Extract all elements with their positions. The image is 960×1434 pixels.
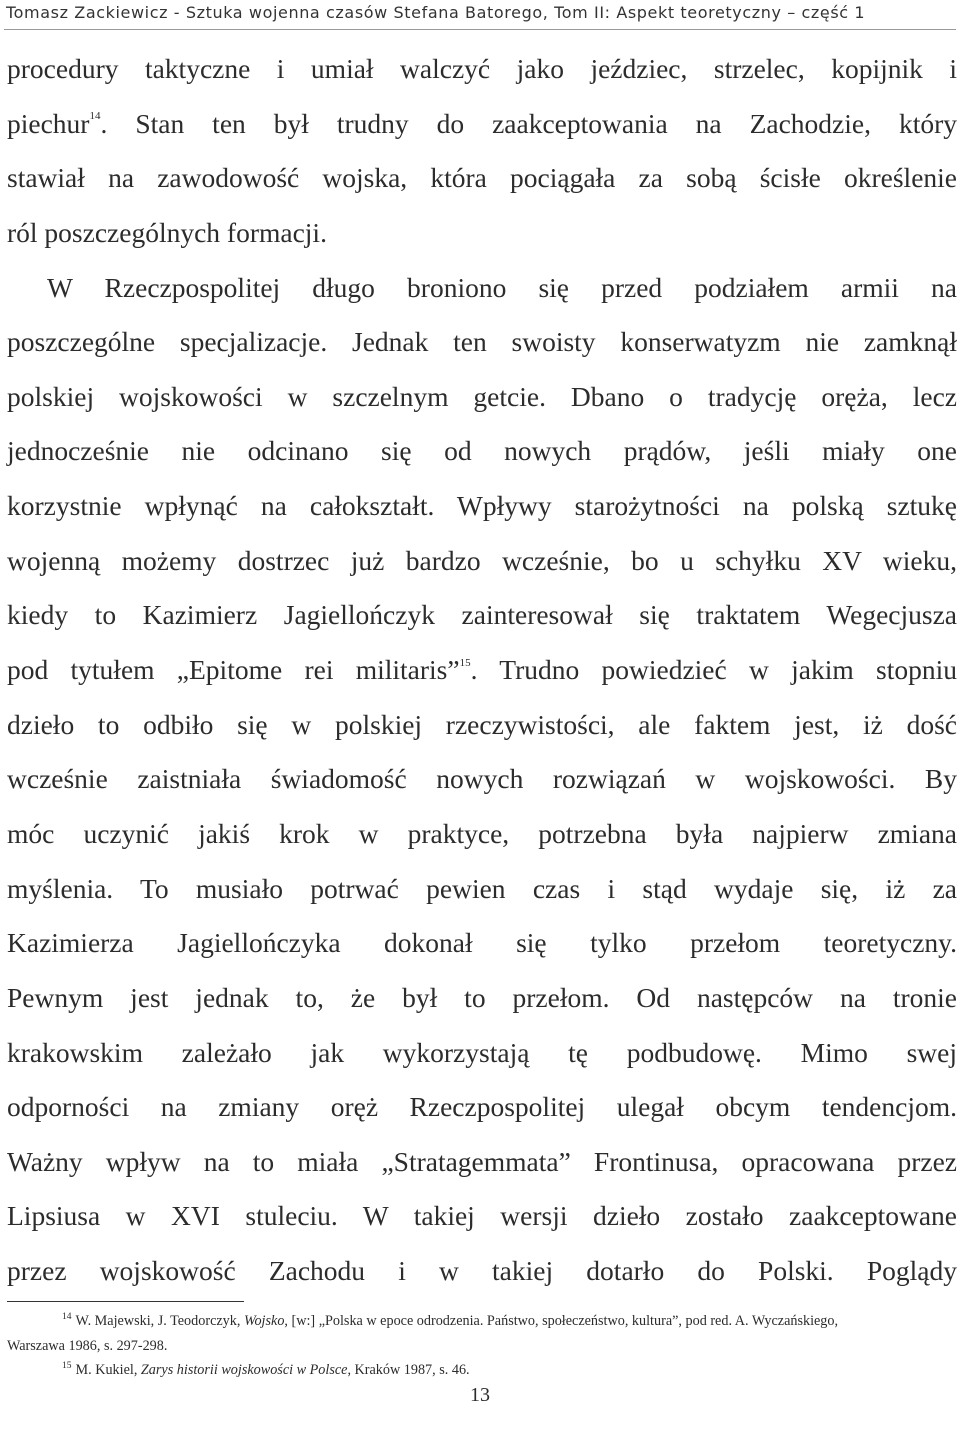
footnote-text: , [w:] „Polska w epoce odrodzenia. Państwo, społeczeństwo, kultura”, pod red. A. Wyczańskiego, [284,1313,839,1329]
body-line: stawiał na zawodowość wojska, która pociągała za sobą ścisłe określenie [7,162,957,194]
footnote-title: Wojsko [243,1313,285,1329]
body-line: krakowskim zależało jak wykorzystają tę podbudowę. Mimo swej [7,1036,957,1068]
body-line: W Rzeczpospolitej długo broniono się przed podziałem armii na [47,271,957,303]
body-line: móc uczynić jakiś krok w praktyce, potrzebna była najpierw zmiana [7,817,957,849]
body-line: Lipsiusa w XVI stuleciu. W takiej wersji dzieło zostało zaakceptowane [7,1200,957,1232]
body-line: odporności na zmiany oręż Rzeczpospolitej ulegał obcym tendencjom. [7,1091,957,1123]
footnote-14 [7,1309,957,1334]
body-line: Kazimierza Jagiellończyka dokonał się tylko przełom teoretyczny. [7,927,957,959]
body-line: wojenną możemy dostrzec już bardzo wcześnie, bo u schyłku XV wieku, [7,544,957,576]
footnote-rule [7,1301,244,1302]
body-line: poszczególne specjalizacje. Jednak ten swoisty konserwatyzm nie zamknął [7,326,957,358]
footnote-title: Zarys historii wojskowości w Polsce [140,1362,348,1378]
body-text-fragment: . Stan ten był trudny do zaakceptowania na Zachodzie, który [100,107,957,139]
footnote-text: , Kraków 1987, s. 46. [347,1362,470,1378]
footnote-text: M. Kukiel, [75,1362,141,1378]
body-text-fragment: . Trudno powiedzieć w jakim stopniu [470,654,957,686]
body-line [7,643,957,698]
footnote-number: 15 [62,1361,72,1372]
body-line: Ważny wpływ na to miała „Stratagemmata” Frontinusa, opracowana przez [7,1145,957,1177]
body-line: jednocześnie nie odcinano się od nowych prądów, jeśli miały one [7,435,957,467]
page-number: 13 [470,1384,490,1406]
footnote-text: W. Majewski, J. Teodorczyk, [75,1313,244,1329]
body-line: Pewnym jest jednak to, że był to przełom. Od następców na tronie [7,981,957,1013]
running-header: Tomasz Zackiewicz - Sztuka wojenna czasów Stefana Batorego, Tom II: Aspekt teoretyczny – część 1 [6,3,866,22]
body-line: dzieło to odbiło się w polskiej rzeczywistości, ale faktem jest, iż dość [7,708,957,740]
body-line: procedury taktyczne i umiał walczyć jako jeździec, strzelec, kopijnik i [7,53,957,84]
body-line: polskiej wojskowości w szczelnym getcie. Dbano o tradycję oręża, lecz [7,380,957,412]
footnote-15 [7,1358,957,1383]
body-line: wcześnie zaistniała świadomość nowych rozwiązań w wojskowości. By [7,763,957,795]
footnote-14-continued: Warszawa 1986, s. 297-298. [7,1337,168,1354]
body-text [7,42,957,1299]
footnotes [7,1309,957,1383]
footnote-number: 14 [62,1312,72,1323]
footnote-ref-14: 14 [89,110,101,123]
body-text-fragment: piechur [7,107,90,139]
body-line: kiedy to Kazimierz Jagiellończyk zainteresował się traktatem Wegecjusza [7,599,957,631]
body-line [7,97,957,152]
body-line: korzystnie wpłynąć na całokształt. Wpływy starożytności na polską sztukę [7,490,957,522]
body-line: przez wojskowość Zachodu i w takiej dotarło do Polski. Poglądy [7,1255,957,1287]
header-rule [4,29,956,30]
footnote-ref-15: 15 [459,656,471,669]
body-line: myślenia. To musiało potrwać pewien czas i stąd wydaje się, iż za [7,872,957,904]
body-text-fragment: pod tytułem „Epitome rei militaris” [7,654,460,686]
body-line: ról poszczególnych formacji. [7,216,327,248]
